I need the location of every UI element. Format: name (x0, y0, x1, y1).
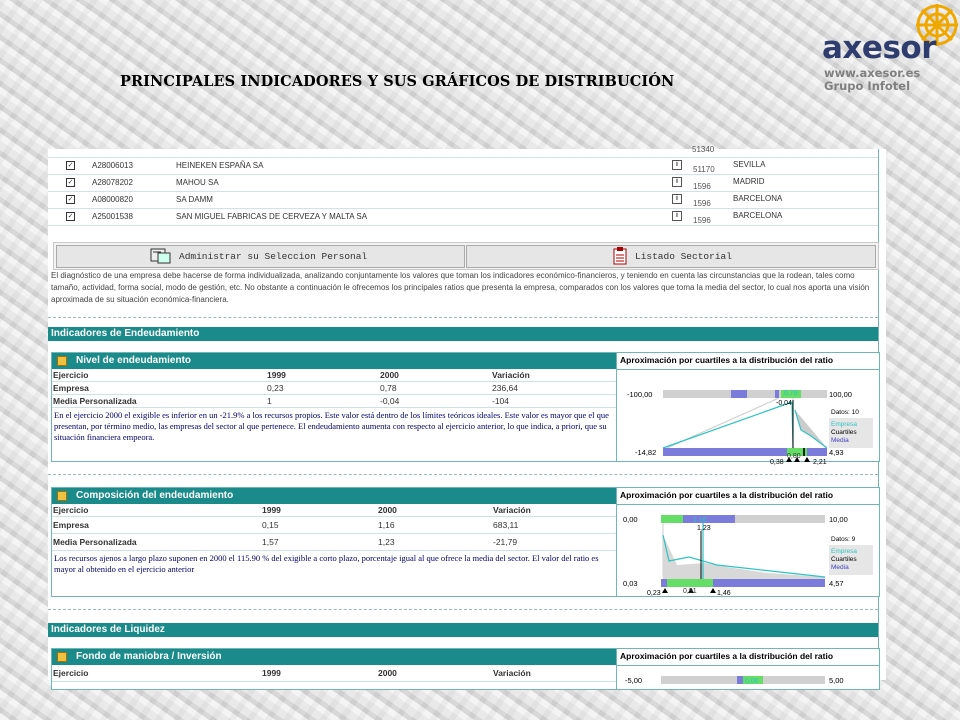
company-city: MADRID (733, 177, 765, 186)
table-icon (57, 652, 67, 662)
table-header: Ejercicio 1999 2000 Variación (52, 504, 617, 517)
table-icon (57, 491, 67, 501)
panel-nivel-endeudamiento (51, 352, 618, 462)
bottom-min-label: -14,82 (635, 448, 657, 457)
legend-empresa: Empresa (831, 548, 858, 555)
section-endeudamiento-header: Indicadores de Endeudamiento (48, 327, 878, 341)
company-city: SEVILLA (733, 160, 766, 169)
company-row (48, 175, 878, 192)
top-empresa-label: 0,06 (745, 678, 759, 685)
select-checkbox[interactable]: ✓ (67, 179, 74, 186)
datos-label: Datos: 10 (831, 409, 859, 416)
company-name[interactable]: HEINEKEN ESPAÑA SA (176, 161, 264, 170)
sector-code: 51170 (693, 165, 715, 174)
sector-code: 1596 (693, 182, 711, 191)
panel-description: En el ejercicio 2000 el exigible es inferior en un -21.9% a los recursos propios. Este valor está dentro de los límites teóricos ideales. Este valor es mayor que el que presentan, por término medio, las empresas del sector al que pertenece. El endeudamiento aumenta con respecto al ejercicio anterior, lo que indica, a priori, que su situación financiera empeora. (54, 410, 609, 442)
legend-cuartiles: Cuartiles (831, 429, 857, 436)
bottom-max-label: 4,93 (829, 448, 844, 457)
top-min-label: 0,00 (623, 515, 638, 524)
chart-composicion-endeudamiento (616, 487, 880, 597)
info-icon[interactable]: i (672, 194, 682, 204)
table-header: Ejercicio 1999 2000 Variación (52, 369, 617, 382)
top-min-label: -100,00 (627, 390, 653, 399)
top-max-label: 10,00 (829, 515, 848, 524)
panel-title: Fondo de maniobra / Inversión (76, 651, 222, 662)
select-checkbox[interactable]: ✓ (67, 162, 74, 169)
logo-wordmark: axesor (822, 30, 936, 66)
bottom-max-label: 4,57 (829, 579, 844, 588)
panel-fondo-maniobra (51, 648, 618, 690)
company-row (48, 209, 878, 226)
company-code: A08000820 (92, 195, 133, 204)
info-icon[interactable]: i (672, 177, 682, 187)
chart-title: Aproximación por cuartiles a la distribución del ratio (617, 488, 879, 505)
axesor-logo (818, 2, 960, 96)
legend-cuartiles: Cuartiles (831, 556, 857, 563)
logo-url: www.axesor.es (824, 66, 921, 80)
select-checkbox[interactable]: ✓ (67, 196, 74, 203)
company-name[interactable]: SAN MIGUEL FABRICAS DE CERVEZA Y MALTA SA (176, 212, 368, 221)
table-row: Media Personalizada 1 -0,04 -104 (52, 395, 617, 408)
logo-group: Grupo Infotel (824, 79, 911, 93)
company-code: A28006013 (92, 161, 133, 170)
q1-label: 0,23 (647, 590, 661, 597)
company-code: A28078202 (92, 178, 133, 187)
table-row: Empresa 0,23 0,78 236,64 (52, 382, 617, 395)
top-empresa-label: 1,16 (693, 517, 707, 524)
slide-title: PRINCIPALES INDICADORES Y SUS GRÁFICOS DE DISTRIBUCIÓN (120, 73, 675, 90)
table-row: Media Personalizada 1,57 1,23 -21,79 (52, 534, 617, 551)
top-min-label: -5,00 (625, 676, 643, 685)
chart-title: Aproximación por cuartiles a la distribución del ratio (617, 353, 879, 370)
legend-media: Media (831, 437, 849, 444)
company-row (48, 158, 878, 175)
company-name[interactable]: SA DAMM (176, 195, 213, 204)
manage-selection-button[interactable] (56, 245, 465, 268)
app-screenshot (48, 145, 886, 685)
legend-media: Media (831, 564, 849, 571)
top-media-label: -0,04 (776, 400, 792, 407)
quartile-chart (617, 666, 879, 690)
info-icon[interactable]: i (672, 160, 682, 170)
table-header: Ejercicio 1999 2000 Variación (52, 665, 617, 682)
bottom-min-label: 0,03 (623, 579, 638, 588)
top-max-label: 5,00 (829, 676, 844, 685)
panel-description: Los recursos ajenos a largo plazo suponen en 2000 el 115.90 % del exigible a corto plazo, porcentaje igual al que ofrece la media del sector. El valor del ratio es mayor al obtenido en el ejercicio anterior (54, 553, 599, 574)
datos-label: Datos: 9 (831, 536, 856, 543)
chart-fondo-maniobra (616, 648, 880, 690)
company-city: BARCELONA (733, 211, 783, 220)
toolbar (53, 242, 879, 270)
q3-label: 2,21 (813, 459, 827, 466)
panel-title: Composición del endeudamiento (76, 490, 234, 501)
q2-label: 0,91 (683, 588, 697, 595)
company-row-partial (48, 141, 878, 158)
chart-nivel-endeudamiento (616, 352, 880, 466)
sector-code: 1596 (693, 216, 711, 225)
chart-title: Aproximación por cuartiles a la distribución del ratio (617, 649, 879, 666)
q3-label: 1,46 (717, 590, 731, 597)
panel-composicion-endeudamiento (51, 487, 618, 597)
sector-code: 51340 (692, 145, 715, 154)
manage-selection-label: Administrar su Seleccion Personal (179, 251, 368, 262)
sector-listing-label: Listado Sectorial (635, 251, 732, 262)
clipboard-icon (613, 247, 627, 265)
section-liquidez-header: Indicadores de Liquidez (48, 623, 878, 637)
intro-text: El diagnóstico de una empresa debe hacerse de forma individualizada, analizando conjuntamente los valores que toman los indicadores económico-financieros, y teniendo en cuenta las circunstancias que la rodean, tales como tamaño, actividad, forma social, modo de gestión, etc. No obstante a continuación le ofrecemos los principales ratios que presenta la empresa, comparados con los valores que toma la media del sector, lo cual nos aporta una visión aproximada de su situación económica-financiera. (51, 271, 870, 304)
company-row (48, 192, 878, 209)
top-max-label: 100,00 (829, 390, 852, 399)
sector-listing-button[interactable] (466, 245, 876, 268)
q1-label: 0,38 (770, 459, 784, 466)
legend-empresa: Empresa (831, 421, 858, 428)
sector-code: 1596 (693, 199, 711, 208)
top-media-label: 1,23 (697, 525, 711, 532)
company-code: A25001538 (92, 212, 133, 221)
quartile-chart (617, 505, 879, 598)
company-name[interactable]: MAHOU SA (176, 178, 219, 187)
table-icon (57, 356, 67, 366)
q2-label: 0,80 (787, 453, 801, 460)
table-row: Empresa 0,15 1,16 683,11 (52, 517, 617, 534)
company-city: BARCELONA (733, 194, 783, 203)
info-icon[interactable]: i (672, 211, 682, 221)
top-empresa-label: 0,78 (784, 390, 798, 397)
select-checkbox[interactable]: ✓ (67, 213, 74, 220)
panel-title: Nivel de endeudamiento (76, 355, 192, 366)
quartile-chart (617, 370, 879, 466)
selection-icon (149, 247, 173, 265)
